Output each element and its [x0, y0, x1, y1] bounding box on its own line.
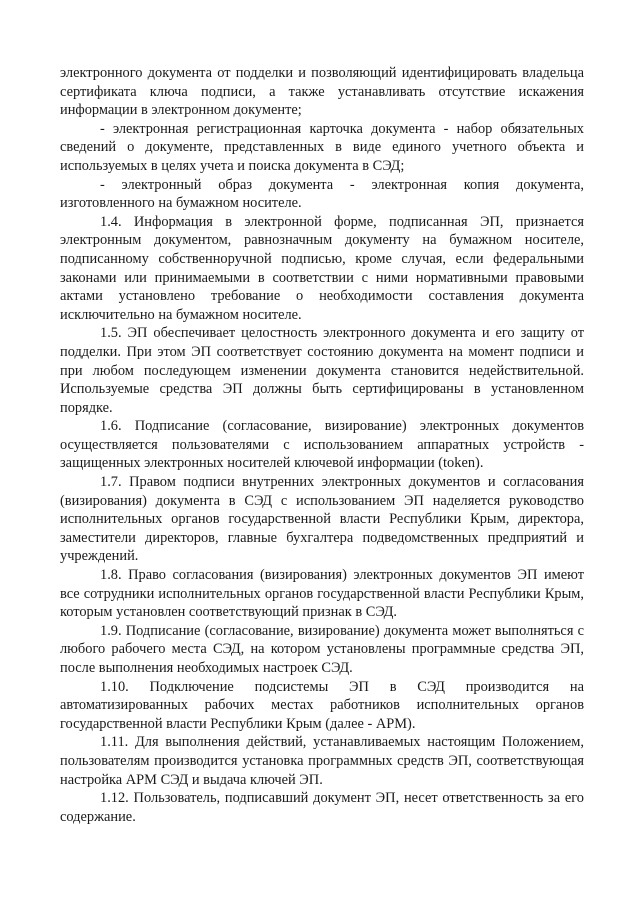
- paragraph-1-10: 1.10. Подключение подсистемы ЭП в СЭД производится на автоматизированных рабочих местах работников исполнительных органов государственной власти Республики Крым (далее - АРМ).: [60, 678, 584, 732]
- paragraph-1-12: 1.12. Пользователь, подписавший документ ЭП, несет ответственность за его содержание.: [60, 790, 584, 825]
- paragraph-registration-card: - электронная регистрационная карточка документа - набор обязательных сведений о документе, представленных в виде единого учетного объекта и используемых в целях учета и поиска документа в СЭД;: [60, 120, 584, 174]
- paragraph-1-9: 1.9. Подписание (согласование, визирование) документа может выполняться с любого рабочего места СЭД, на котором установлены программные средства ЭП, после выполнения необходимых настроек СЭД.: [60, 622, 584, 676]
- paragraph-continuation: электронного документа от подделки и позволяющий идентифицировать владельца сертификата ключа подписи, а также устанавливать отсутствие искажения информации в электронном документе;: [60, 65, 584, 119]
- paragraph-1-5: 1.5. ЭП обеспечивает целостность электронного документа и его защиту от подделки. При этом ЭП соответствует состоянию документа на момент подписи и при любом последующем изменении документа становится недействительной. Используемые средства ЭП должны быть сертифицированы в установленном порядке.: [60, 325, 584, 416]
- paragraph-1-11: 1.11. Для выполнения действий, устанавливаемых настоящим Положением, пользователям производится установка программных средств ЭП, соответствующая настройка АРМ СЭД и выдача ключей ЭП.: [60, 734, 584, 788]
- paragraph-1-7: 1.7. Правом подписи внутренних электронных документов и согласования (визирования) документа в СЭД с использованием ЭП наделяется руководство исполнительных органов государственной власти Республики Крым, директора, заместители директоров, главные бухгалтера подведомственных предприятий и учреждений.: [60, 474, 584, 565]
- paragraph-1-4: 1.4. Информация в электронной форме, подписанная ЭП, признается электронным документом, равнозначным документу на бумажном носителе, подписанному собственноручной подписью, кроме случая, если федеральными законами или принимаемыми в соответствии с ними нормативными правовыми актами установлено требование о необходимости составления документа исключительно на бумажном носителе.: [60, 213, 584, 323]
- document-body: [60, 64, 584, 826]
- paragraph-1-8: 1.8. Право согласования (визирования) электронных документов ЭП имеют все сотрудники исполнительных органов государственной власти Республики Крым, которым установлен соответствующий признак в СЭД.: [60, 567, 584, 621]
- paragraph-1-6: 1.6. Подписание (согласование, визирование) электронных документов осуществляется пользователями с использованием аппаратных устройств - защищенных электронных носителей ключевой информации (token).: [60, 418, 584, 472]
- paragraph-electronic-image: - электронный образ документа - электронная копия документа, изготовленного на бумажном носителе.: [60, 176, 584, 212]
